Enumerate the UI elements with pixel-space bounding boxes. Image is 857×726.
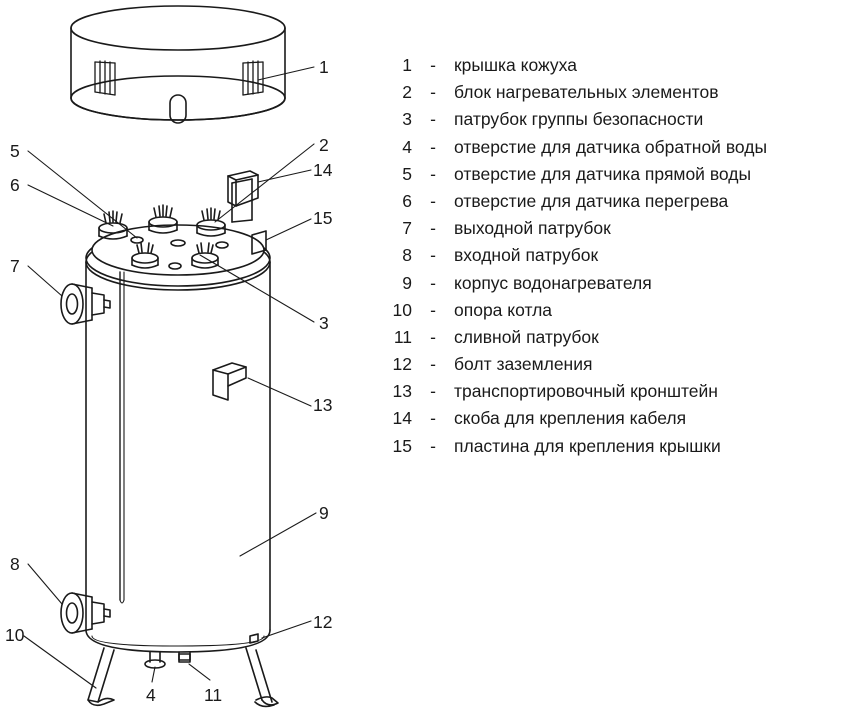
legend-number: 5 [402,163,412,184]
callout-7: 7 [10,256,20,276]
callout-1: 1 [319,57,329,77]
legend-number: 4 [402,136,412,157]
legend-dash: - [430,245,436,266]
callout-9: 9 [319,503,329,523]
legend-number: 3 [402,109,412,130]
legend-label: выходной патрубок [454,218,611,239]
legend-dash: - [430,381,436,402]
legend-label: блок нагревательных элементов [454,82,719,103]
ground-bolt [250,634,258,643]
legend-label: патрубок группы безопасности [454,109,704,130]
legend-number: 12 [392,354,412,375]
legend-dash: - [430,272,436,293]
callout-3: 3 [319,313,329,333]
boiler-supports [88,648,278,706]
legend-dash: - [430,326,436,347]
legend-label: транспортировочный кронштейн [454,381,718,402]
legend-item-3 [378,109,848,136]
legend-label: отверстие для датчика перегрева [454,190,729,211]
legend-dash: - [430,408,436,429]
callout-4: 4 [146,685,156,705]
legend-number: 10 [392,299,412,320]
transport-bracket [213,363,246,400]
legend-label: отверстие для датчика обратной воды [454,136,768,157]
legend-number: 1 [402,55,412,75]
legend-item-14 [378,408,848,435]
legend-label: отверстие для датчика прямой воды [454,163,752,184]
legend-number: 14 [392,408,412,429]
return-sensor-hole [145,652,165,668]
legend-item-4 [378,137,848,164]
legend-dash: - [430,190,436,211]
legend-dash: - [430,136,436,157]
legend-item-6 [378,191,848,218]
legend-item-11 [378,327,848,354]
callout-13: 13 [313,395,333,415]
legend-number: 2 [402,82,412,103]
legend-item-8 [378,245,848,272]
legend-item-10 [378,300,848,327]
legend-dash: - [430,299,436,320]
legend-item-12 [378,354,848,381]
legend-dash: - [430,354,436,375]
legend-label: сливной патрубок [454,326,599,347]
callout-2: 2 [319,135,329,155]
legend-label: корпус водонагревателя [454,272,652,293]
legend-item-15 [378,436,848,463]
cover-cap [71,6,285,123]
legend-item-5 [378,164,848,191]
legend-number: 13 [392,381,412,402]
callout-14: 14 [313,160,333,180]
legend-item-13 [378,381,848,408]
legend-item-2 [378,82,848,109]
callout-5: 5 [10,141,20,161]
legend-label: крышка кожуха [454,55,577,75]
legend-label: входной патрубок [454,245,599,266]
callout-8: 8 [10,554,20,574]
legend-item-9 [378,273,848,300]
legend-dash: - [430,55,436,75]
legend-dash: - [430,163,436,184]
tank-body [86,230,270,652]
legend-number: 9 [402,272,412,293]
legend-list [378,55,848,463]
legend-label: скоба для крепления кабеля [454,408,687,429]
legend-label: опора котла [454,299,553,320]
legend-number: 7 [402,218,412,239]
callout-10: 10 [5,625,25,645]
legend-number: 11 [393,326,412,347]
drain-nozzle [179,652,190,662]
legend-dash: - [430,218,436,239]
legend-label: пластина для крепления крышки [454,435,721,456]
legend-item-7 [378,218,848,245]
legend-dash: - [430,82,436,103]
callout-6: 6 [10,175,20,195]
callout-15: 15 [313,208,333,228]
legend-item-1 [378,55,848,82]
callout-12: 12 [313,612,333,632]
legend-number: 6 [402,190,412,211]
legend-label: болт заземления [454,354,593,375]
legend-number: 8 [402,245,412,266]
heating-element-block [92,205,264,275]
legend-dash: - [430,109,436,130]
legend-number: 15 [392,435,412,456]
callout-11: 11 [204,685,223,705]
legend-dash: - [430,435,436,456]
